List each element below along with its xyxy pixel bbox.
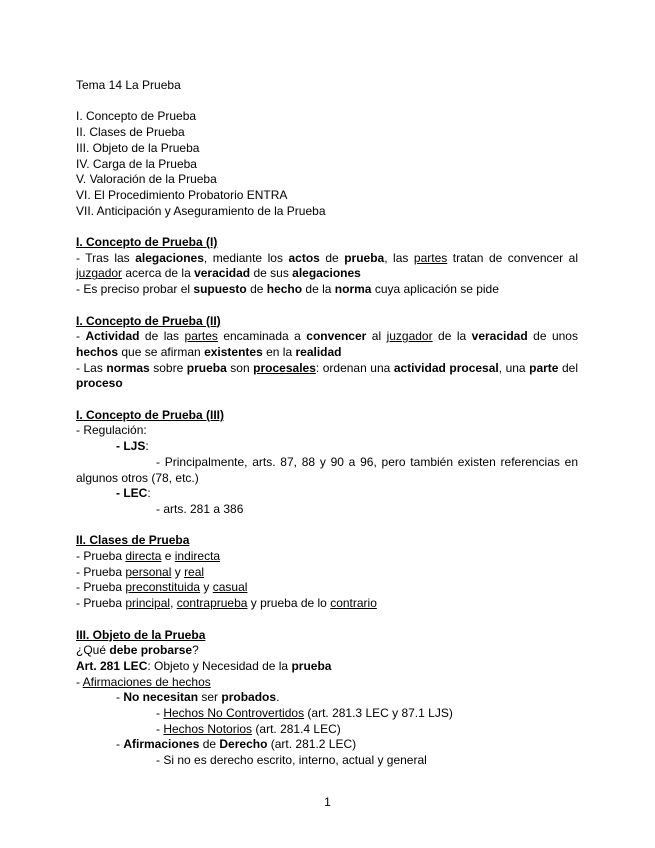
list-item: - arts. 281 a 386 [156, 501, 244, 516]
section-heading: III. Objeto de la Prueba [76, 627, 206, 642]
list-item: - No necesitan ser probados. [116, 690, 280, 705]
document-title: Tema 14 La Prueba [76, 78, 181, 92]
list-item: - LEC: [116, 486, 151, 501]
toc-item: IV. Carga de la Prueba [76, 156, 197, 171]
toc-item: VI. El Procedimiento Probatorio ENTRA [76, 187, 288, 202]
paragraph-line: proceso [76, 376, 123, 391]
list-item: - Prueba directa e indirecta [76, 549, 221, 564]
paragraph-line: ¿Qué debe probarse? [76, 643, 199, 658]
list-item: - Prueba personal y real [76, 564, 205, 579]
list-item: - Hechos No Controvertidos (art. 281.3 LEC y 87.1 LJS) [156, 706, 453, 721]
list-item: - Hechos Notorios (art. 281.4 LEC) [156, 721, 341, 736]
list-item: - Principalmente, arts. 87, 88 y 90 a 96, pero también existen referencias en [156, 454, 578, 469]
section-heading: I. Concepto de Prueba (I) [76, 235, 218, 249]
table-of-contents [76, 109, 578, 219]
toc-item: V. Valoración de la Prueba [76, 172, 217, 187]
list-item: - Afirmaciones de hechos [76, 674, 211, 689]
paragraph-line: - Tras las alegaciones, mediante los actos de prueba, las partes tratan de convencer al [76, 250, 579, 265]
list-item: - Si no es derecho escrito, interno, actual y general [156, 753, 427, 768]
paragraph-line: juzgador acerca de la veracidad de sus alegaciones [76, 266, 361, 281]
list-item: - Afirmaciones de Derecho (art. 281.2 LEC) [116, 737, 357, 752]
toc-item: VII. Anticipación y Aseguramiento de la Prueba [76, 203, 326, 218]
list-item: - LJS: [116, 439, 149, 454]
toc-item: II. Clases de Prueba [76, 125, 185, 140]
section-heading: I. Concepto de Prueba (II) [76, 313, 221, 328]
section-heading: II. Clases de Prueba [76, 533, 190, 548]
document-page [76, 78, 578, 769]
paragraph-line: Art. 281 LEC: Objeto y Necesidad de la prueba [76, 658, 332, 673]
toc-item: I. Concepto de Prueba [76, 109, 197, 124]
paragraph-line: - Regulación: [76, 423, 147, 438]
list-item: - Prueba principal, contraprueba y prueba de lo contrario [76, 596, 377, 611]
paragraph-line: algunos otros (78, etc.) [76, 470, 199, 485]
list-item: - Prueba preconstituida y casual [76, 580, 248, 595]
paragraph-line: hechos que se afirman existentes en la realidad [76, 344, 342, 359]
paragraph-line: - Actividad de las partes encaminada a convencer al juzgador de la veracidad de unos [76, 329, 578, 344]
section-heading: I. Concepto de Prueba (III) [76, 407, 225, 422]
page-number: 1 [324, 795, 331, 809]
toc-item: III. Objeto de la Prueba [76, 140, 200, 155]
paragraph-line: - Las normas sobre prueba son procesales: ordenan una actividad procesal, una parte del [76, 360, 578, 375]
paragraph-line: - Es preciso probar el supuesto de hecho de la norma cuya aplicación se pide [76, 282, 499, 297]
